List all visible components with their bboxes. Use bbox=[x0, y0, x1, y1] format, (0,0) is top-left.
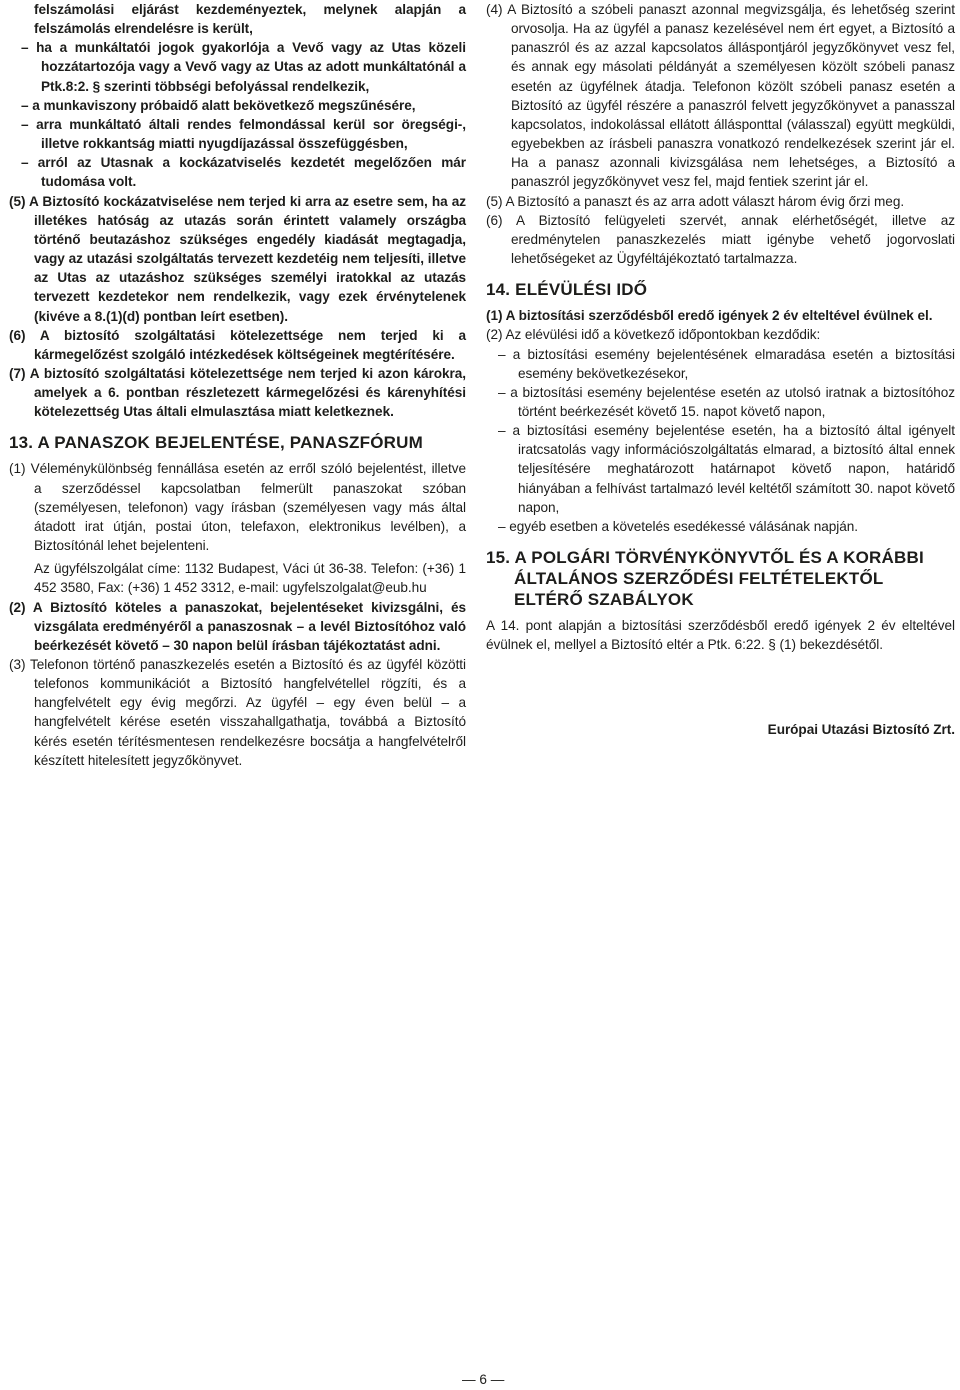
right-column bbox=[486, 0, 955, 740]
contact-info: Az ügyfélszolgálat címe: 1132 Budapest, Váci út 36-38. Telefon: (+36) 1 452 3580, Fax: (+36) 1 452 3312, e-mail: ugyfelszolgalat@eub.hu bbox=[34, 561, 466, 596]
clause-6: (6) A Biztosító felügyeleti szervét, annak elérhetőségét, illetve az eredménytelen panaszkezelés miatt igénybe vehető jogorvoslati lehetőségeket az Ügyféltájékoztató tartalmazza. bbox=[486, 212, 955, 267]
clause-1: (1) A biztosítási szerződésből eredő igények 2 év elteltével évülnek el. bbox=[486, 308, 933, 324]
section-heading-15: 15. A POLGÁRI TÖRVÉNYKÖNYVTŐL ÉS A KORÁBBI ÁLTALÁNOS SZERZŐDÉSI FELTÉTELEKTŐL ELTÉRŐ SZABÁLYOK bbox=[486, 548, 924, 610]
clause-6: (6) A biztosító szolgáltatási kötelezettsége nem terjed ki a kármegelőzést szolgáló intézkedések költségeinek megtérítésére. bbox=[9, 327, 466, 362]
clause-5: (5) A Biztosító kockázatviselése nem terjed ki arra az esetre sem, ha az illetékes hatóság az utazás során érintett valamely országba történő beutazáshoz szükséges engedély kiadását megtagadja, vagy az utazási szolgáltatás tervezett kezdetéig nem teljesíti, illetve az Utas az utazáshoz szükséges személyi iratokkal az utazás tervezett kezdetekor nem rendelkezik, vagy ezek érvénytelenek (kivéve a 8.(1)(d) pontban leírt esetben). bbox=[9, 193, 466, 324]
clause-2: (2) Az elévülési idő a következő időpontokban kezdődik: bbox=[486, 327, 821, 343]
list-item: – egyéb esetben a követelés esedékessé válásának napján. bbox=[498, 518, 858, 534]
page-number: — 6 — bbox=[462, 1372, 505, 1387]
list-item: – arról az Utasnak a kockázatviselés kezdetét megelőzően már tudomása volt. bbox=[21, 155, 466, 190]
list-item: – a biztosítási esemény bejelentése esetén az utolsó iratnak a biztosítóhoz történt beérkezését követő 15. napot követő napon, bbox=[498, 384, 955, 419]
clause-2: (2) A Biztosító köteles a panaszokat, bejelentéseket kivizsgálni, és vizsgálata eredményéről a panaszosnak – a levél Biztosítóhoz való beérkezését követő – 30 napon belül írásban tájékoztatást adni. bbox=[9, 599, 466, 653]
clause-5: (5) A Biztosító a panaszt és az arra adott választ három évig őrzi meg. bbox=[486, 193, 905, 209]
clause-4: (4) A Biztosító a szóbeli panaszt azonnal megvizsgálja, és lehetőség szerint orvosolja. Ha az ügyfél a panasz kezelésével nem ért egyet, a Biztosító a panaszról és az azzal kapcsolatos álláspontjáról jegyzőkönyvet vesz fel, és annak egy másolati példányát a személyesen közölt szóbeli panasz esetén az ügyfélnek átadja. Telefonon közölt szóbeli panasz esetén a Biztosító az ügyfél részére a panaszról felvett jegyzőkönyvet a panasszal kapcsolatos, indokolással ellátott állásponttal (válasszal) együtt megküldi, egyebekben az írásbeli panaszra vonatkozó rendelkezések szerint jár el. Ha a panasz azonnali kivizsgálása nem lehetséges, a Biztosító a panaszról jegyzőkönyvet vesz fel, majd fentiek szerint jár el. bbox=[486, 2, 955, 190]
company-signature: Európai Utazási Biztosító Zrt. bbox=[767, 722, 955, 738]
list-item: – a biztosítási esemény bejelentésének elmaradása esetén a biztosítási esemény bekövetkezésekor, bbox=[498, 346, 955, 381]
section-heading-13: 13. A PANASZOK BEJELENTÉSE, PANASZFÓRUM bbox=[9, 433, 423, 453]
list-item: – a munkaviszony próbaidő alatt bekövetkező megszűnésére, bbox=[21, 97, 416, 113]
list-item: – a biztosítási esemény bejelentése esetén, ha a biztosító által igényelt iratcsatolás vagy információszolgáltatás elmarad, a biztosító által ennek teljesítésére meghatározott határnapot követő napon, határidő hiányában a felhívást tartalmazó levél keltétől számított 30. napot követő napon, bbox=[498, 423, 955, 515]
clause-3: (3) Telefonon történő panaszkezelés esetén a Biztosító és az ügyfél közötti telefonos kommunikációt a Biztosító hangfelvétellel rögzíti, és a hangfelvételt egy évig megőrzi. Az ügyfél – egy éven belül – a hangfelvételt kérése esetén visszahallgathatja, továbbá a Biztosító kérés esetén térítésmentesen rendelkezésre bocsátja a hangfelvételről készített hitelesített jegyzőkönyvet. bbox=[9, 657, 466, 768]
left-column bbox=[9, 0, 466, 770]
clause-7: (7) A biztosító szolgáltatási kötelezettsége nem terjed ki azon károkra, amelyek a 6. pontban részletezett kármegelőzési és kárenyhítési kötelezettség Utas általi elmulasztása miatt keletkeznek. bbox=[9, 365, 466, 420]
paragraph: A 14. pont alapján a biztosítási szerződésből eredő igények 2 év elteltével évülnek el, mellyel a Biztosító eltér a Ptk. 6:22. § (1) bekezdésétől. bbox=[486, 618, 955, 653]
section-heading-14: 14. ELÉVÜLÉSI IDŐ bbox=[486, 280, 648, 300]
paragraph: felszámolási eljárást kezdeményeztek, melynek alapján a felszámolás elrendelésre is került, bbox=[34, 2, 466, 37]
list-item: – ha a munkáltatói jogok gyakorlója a Vevő vagy az Utas közeli hozzátartozója vagy a Vevő vagy az Utas az adott munkáltatónál a Ptk.8:2. § szerinti többségi befolyással rendelkezik, bbox=[21, 40, 466, 94]
clause-1: (1) Véleménykülönbség fennállása esetén az erről szóló bejelentést, illetve a szerződéssel kapcsolatban felmerült panaszokat szóban (személyesen, telefonon) vagy írásban (személyesen vagy más által átadott irat útján, postai úton, telefaxon, elektronikus levélben), a Biztosítónál lehet bejelenteni. bbox=[9, 461, 466, 554]
list-item: – arra munkáltató általi rendes felmondással kerül sor öregségi-, illetve rokkantság miatti nyugdíjazással összefüggésben, bbox=[21, 116, 466, 152]
